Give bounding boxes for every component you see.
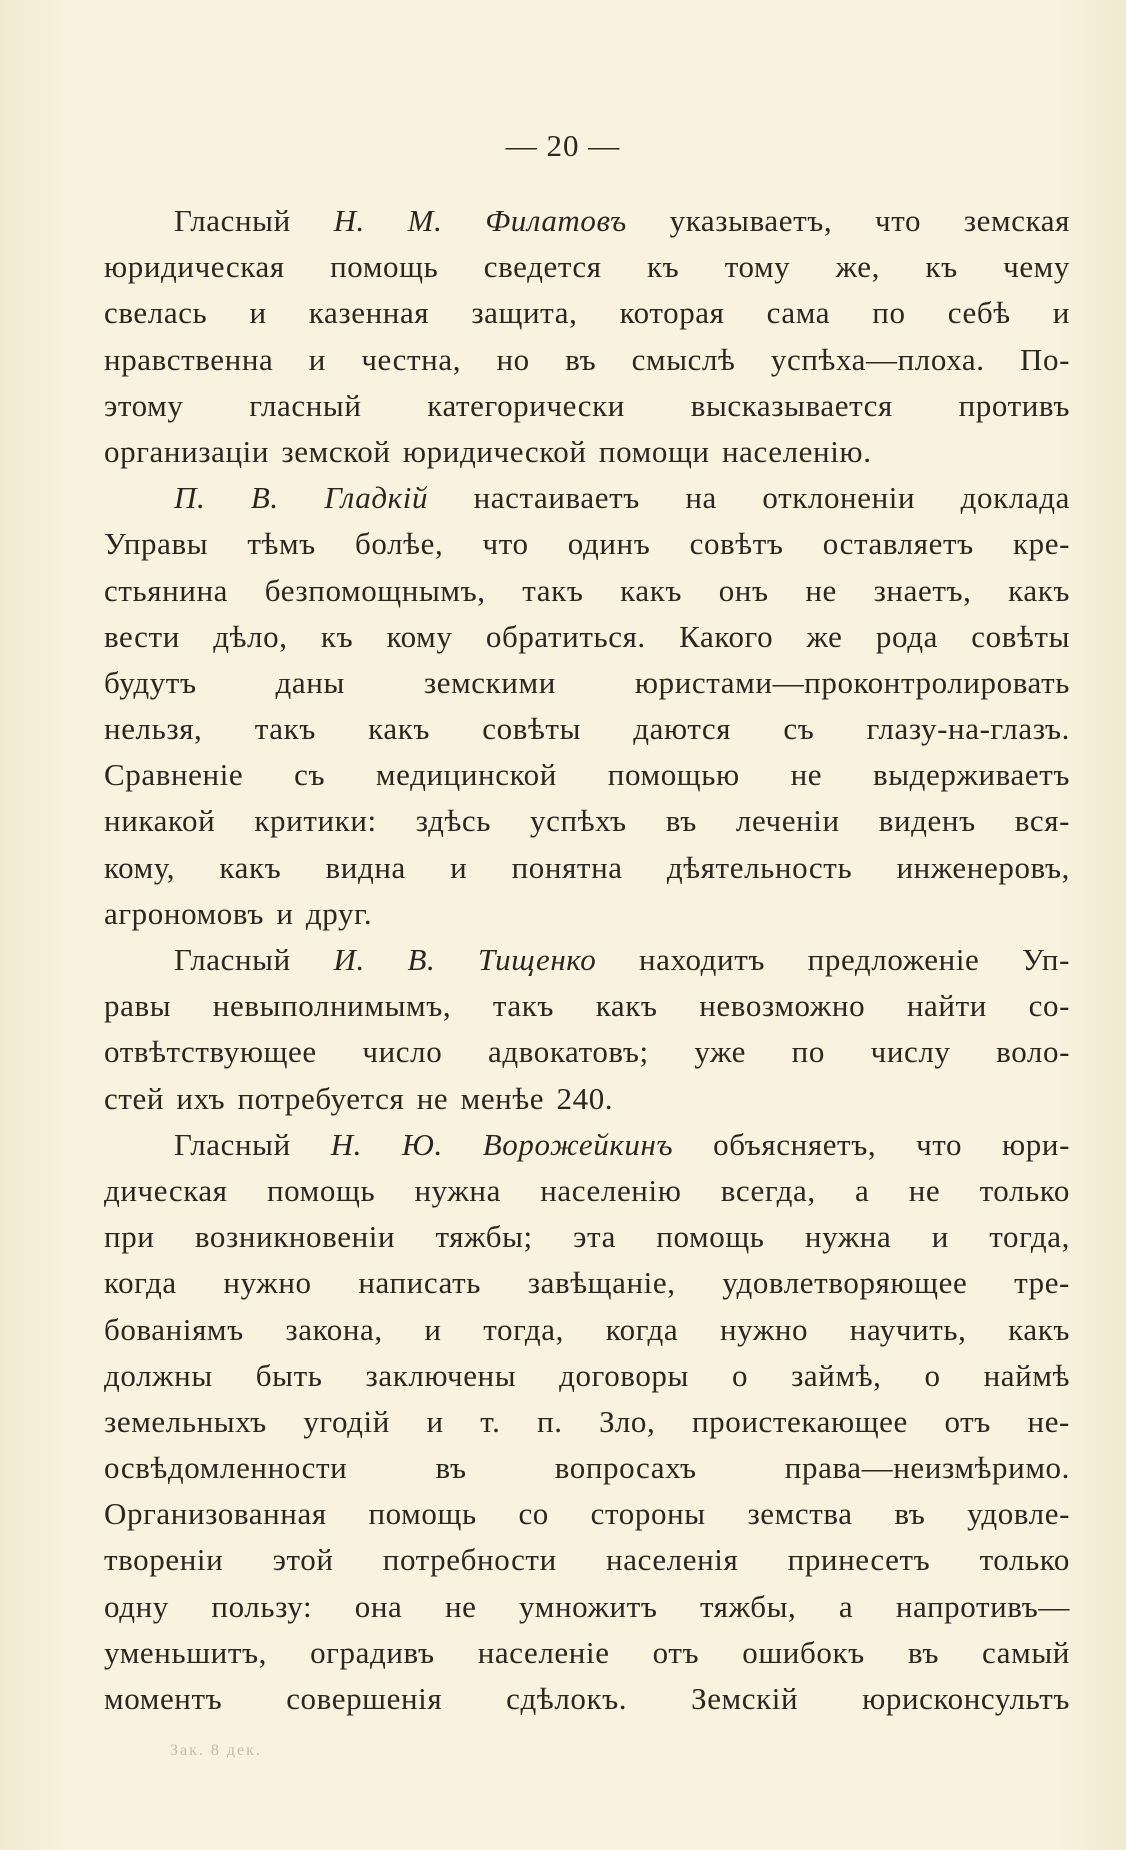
line-text: Гласный <box>174 1126 331 1162</box>
text-line: отвѣтствующее число адвокатовъ; уже по числу воло- <box>104 1034 1070 1070</box>
text-line: должны быть заключены договоры о займѣ, о наймѣ <box>104 1357 1070 1393</box>
text-line: свелась и казенная защита, которая сама по себѣ и <box>104 295 1070 331</box>
text-line: равы невыполнимымъ, такъ какъ невозможно найти со- <box>104 988 1070 1024</box>
text-line: одну пользу: она не умножитъ тяжбы, а напротивъ— <box>104 1588 1070 1624</box>
text-line: нельзя, такъ какъ совѣты даются съ глазу-на-глазъ. <box>104 711 1070 747</box>
text-line: организацiи земской юридической помощи населенiю. <box>104 433 872 469</box>
text-line: агрономовъ и друг. <box>104 895 373 931</box>
text-line: земельныхъ угодiй и т. п. Зло, проистекающее отъ не- <box>104 1403 1070 1439</box>
line-text: объясняетъ, что юри- <box>673 1126 1070 1162</box>
text-line: этому гласный категорически высказывается противъ <box>104 387 1070 423</box>
line-text: настаиваетъ на отклоненiи доклада <box>428 480 1070 516</box>
text-line: дическая помощь нужна населенiю всегда, а не только <box>104 1172 1070 1208</box>
line-text: Гласный <box>174 942 334 977</box>
text-line: уменьшитъ, оградивъ населенiе отъ ошибокъ въ самый <box>104 1634 1070 1670</box>
page-number: — 20 — <box>505 128 621 163</box>
speaker-name: П. В. Гладкiй <box>174 480 429 516</box>
text-line: Сравненiе съ медицинской помощью не выдерживаетъ <box>104 757 1070 793</box>
line-text: указываетъ, что земская <box>626 203 1071 238</box>
text-line: Управы тѣмъ болѣе, что одинъ совѣтъ оставляетъ кре- <box>104 526 1070 562</box>
text-line: бованiямъ закона, и тогда, когда нужно научить, какъ <box>104 1311 1070 1347</box>
text-line: нравственна и честна, но въ смыслѣ успѣха—плоха. По- <box>104 341 1070 377</box>
text-line: стей ихъ потребуется не менѣе 240. <box>104 1080 614 1116</box>
text-line: моментъ совершенiя сдѣлокъ. Земскiй юрисконсультъ <box>104 1681 1070 1716</box>
speaker-name: Н. Ю. Ворожейкинъ <box>330 1126 674 1162</box>
text-line: будутъ даны земскими юристами—проконтролировать <box>104 664 1070 700</box>
text-line: при возникновенiи тяжбы; эта помощь нужна и тогда, <box>104 1219 1070 1255</box>
text-line: освѣдомленности въ вопросахъ права—неизмѣримо. <box>104 1450 1070 1486</box>
text-line <box>104 475 1070 521</box>
text-line: кому, какъ видна и понятна дѣятельность инженеровъ, <box>104 849 1070 885</box>
speaker-name: Н. М. Филатовъ <box>333 203 627 238</box>
line-text: Гласный <box>174 203 334 238</box>
printer-signature-mark: Зак. 8 дек. <box>170 1742 262 1759</box>
text-line <box>104 1122 1070 1168</box>
text-line: вести дѣло, къ кому обратиться. Какого же рода совѣты <box>104 618 1070 654</box>
text-line: творенiи этой потребности населенiя принесетъ только <box>104 1542 1070 1578</box>
text-line: юридическая помощь сведется къ тому же, къ чему <box>104 249 1070 285</box>
text-line <box>104 198 1070 244</box>
line-text: находитъ предложенiе Уп- <box>596 942 1070 977</box>
text-line <box>104 937 1070 983</box>
speaker-name: И. В. Тищенко <box>333 942 597 977</box>
body-text <box>104 198 1070 1722</box>
text-line: никакой критики: здѣсь успѣхъ въ леченiи виденъ вся- <box>104 803 1070 839</box>
text-line: когда нужно написать завѣщанiе, удовлетворяющее тре- <box>104 1265 1070 1301</box>
text-line: Организованная помощь со стороны земства въ удовле- <box>104 1496 1070 1532</box>
text-line: стьянина безпомощнымъ, такъ какъ онъ не знаетъ, какъ <box>104 572 1070 608</box>
